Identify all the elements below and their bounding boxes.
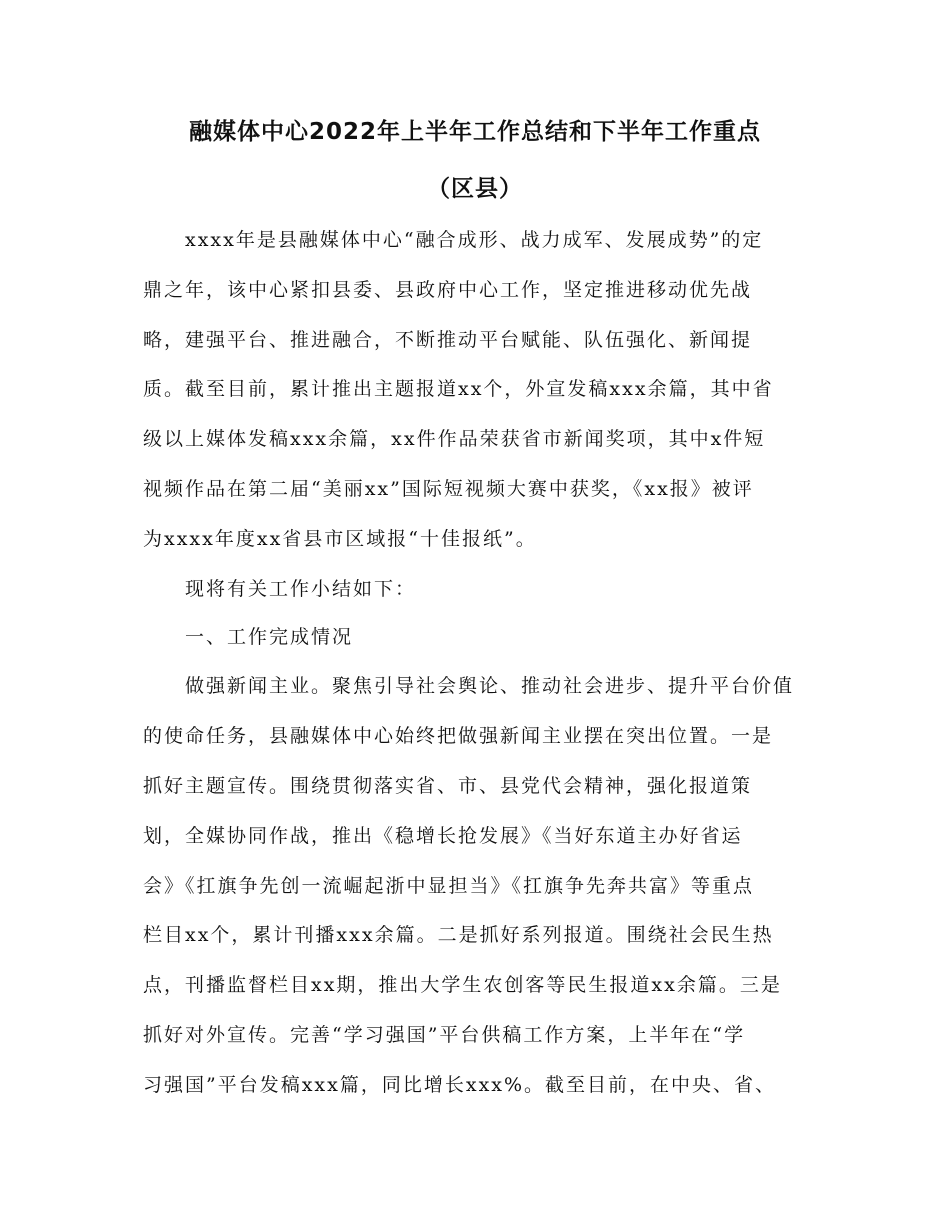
body-line-3: 略，建强平台、推进融合，不断推动平台赋能、队伍强化、新闻提 xyxy=(143,329,753,351)
document-subtitle: （区县） xyxy=(427,176,523,202)
body-line-5: 级以上媒体发稿xxx余篇，xx件作品荣获省市新闻奖项，其中x件短 xyxy=(143,428,766,450)
body-line-4: 质。截至目前，累计推出主题报道xx个，外宣发稿xxx余篇，其中省 xyxy=(143,378,774,400)
body-line-12: 抓好主题宣传。围绕贯彻落实省、市、县党代会精神，强化报道策 xyxy=(143,775,753,797)
body-line-7: 为xxxx年度xx省县市区域报“十佳报纸”。 xyxy=(143,528,537,550)
body-line-18: 习强国”平台发稿xxx篇，同比增长xxx%。截至目前，在中央、省、 xyxy=(143,1074,777,1096)
body-line-8: 现将有关工作小结如下： xyxy=(143,578,417,600)
body-line-2: 鼎之年，该中心紧扣县委、县政府中心工作，坚定推进移动优先战 xyxy=(143,279,753,301)
body-line-14: 会》《扛旗争先创一流崛起浙中显担当》《扛旗争先奔共富》等重点 xyxy=(143,875,755,897)
body-line-15: 栏目xx个，累计刊播xxx余篇。二是抓好系列报道。围绕社会民生热 xyxy=(143,924,774,946)
body-line-10: 做强新闻主业。聚焦引导社会舆论、推动社会进步、提升平台价值 xyxy=(143,675,795,697)
body-line-1: xxxx年是县融媒体中心“融合成形、战力成军、发展成势”的定 xyxy=(143,229,764,251)
body-line-13: 划，全媒协同作战，推出《稳增长抢发展》《当好东道主办好省运 xyxy=(143,825,743,847)
body-line-17: 抓好对外宣传。完善“学习强国”平台供稿工作方案，上半年在“学 xyxy=(143,1024,746,1046)
document-title: 融媒体中心2022年上半年工作总结和下半年工作重点 xyxy=(188,119,761,145)
section-heading: 一、工作完成情况 xyxy=(143,626,354,648)
body-line-11: 的使命任务，县融媒体中心始终把做强新闻主业摆在突出位置。一是 xyxy=(143,725,774,747)
body-line-6: 视频作品在第二届“美丽xx”国际短视频大赛中获奖，《xx报》被评 xyxy=(143,478,754,500)
body-line-16: 点，刊播监督栏目xx期，推出大学生农创客等民生报道xx余篇。三是 xyxy=(143,974,782,996)
